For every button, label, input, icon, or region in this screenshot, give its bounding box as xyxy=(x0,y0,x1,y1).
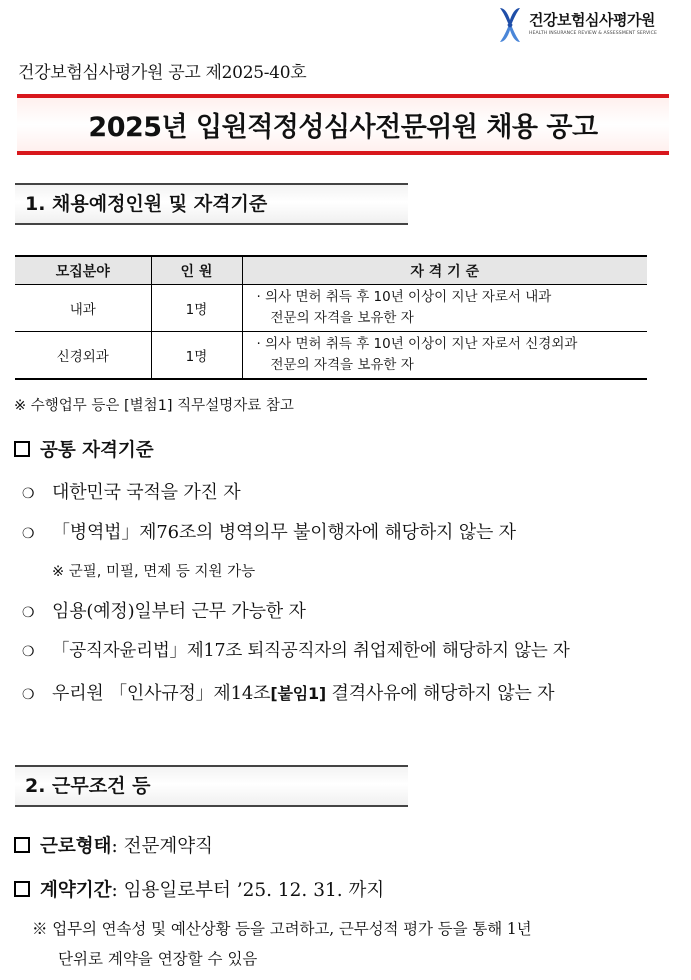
contract-note-line: ※ 업무의 연속성 및 예산상황 등을 고려하고, 근무성적 평가 등을 통해 1년 xyxy=(32,920,532,938)
work-type-value: : 전문계약직 xyxy=(111,836,213,857)
circle-bullet-icon: ❍ xyxy=(22,605,35,621)
circle-bullet-icon: ❍ xyxy=(22,644,35,660)
list-item-text: 임용(예정)일부터 근무 가능한 자 xyxy=(52,601,306,622)
circle-bullet-icon: ❍ xyxy=(22,526,35,542)
table-header-row xyxy=(15,256,647,285)
logo-subtitle: HEALTH INSURANCE REVIEW & ASSESSMENT SERVICE xyxy=(529,31,657,36)
column-header-field: 모집분야 xyxy=(15,256,151,285)
common-qualifications-heading xyxy=(14,436,154,462)
qualification-line: · 의사 면허 취득 후 10년 이상이 지난 자로서 내과 xyxy=(256,289,552,305)
cell-qualification xyxy=(242,332,647,380)
checkbox-square-icon xyxy=(14,881,30,897)
table-row xyxy=(15,285,647,332)
cell-count: 1명 xyxy=(151,332,242,380)
contract-period-line xyxy=(14,876,384,902)
cell-field: 내과 xyxy=(15,285,151,332)
table-row xyxy=(15,332,647,380)
work-type-line xyxy=(14,832,213,858)
list-item-text: 「공직자윤리법」제17조 퇴직공직자의 취업제한에 해당하지 않는 자 xyxy=(52,641,570,661)
list-item-text: 결격사유에 해당하지 않는 자 xyxy=(326,683,555,704)
notice-number: 건강보험심사평가원 공고 제2025-40호 xyxy=(18,63,307,83)
contract-note xyxy=(32,914,677,974)
organization-logo xyxy=(497,5,677,49)
page-title: 2025년 입원적정성심사전문위원 채용 공고 xyxy=(88,112,598,143)
list-item-text: 「병역법」제76조의 병역의무 불이행자에 해당하지 않는 자 xyxy=(52,522,516,543)
title-banner xyxy=(17,94,669,155)
work-type-label: 근로형태 xyxy=(40,836,112,857)
hira-logo-icon xyxy=(497,6,523,44)
list-item-note: ※ 군필, 미필, 면제 등 지원 가능 xyxy=(52,564,256,580)
column-header-count: 인 원 xyxy=(151,256,242,285)
list-item xyxy=(22,597,306,623)
list-item xyxy=(22,679,554,705)
cell-count: 1명 xyxy=(151,285,242,332)
cell-field: 신경외과 xyxy=(15,332,151,380)
section-heading-1: 1. 채용예정인원 및 자격기준 xyxy=(15,183,408,225)
list-item xyxy=(22,478,240,504)
heading-text: 공통 자격기준 xyxy=(40,440,154,461)
logo-name: 건강보험심사평가원 xyxy=(529,11,655,29)
section-heading-2: 2. 근무조건 등 xyxy=(15,765,408,807)
circle-bullet-icon: ❍ xyxy=(22,687,35,703)
list-item xyxy=(22,637,570,662)
circle-bullet-icon: ❍ xyxy=(22,486,35,502)
qualification-line: · 의사 면허 취득 후 10년 이상이 지난 자로서 신경외과 xyxy=(256,336,578,352)
contract-note-line: 단위로 계약을 연장할 수 있음 xyxy=(58,950,258,968)
recruitment-table xyxy=(15,255,647,380)
qualification-line: 전문의 자격을 보유한 자 xyxy=(270,357,414,373)
contract-period-label: 계약기간 xyxy=(40,880,112,901)
checkbox-square-icon xyxy=(14,837,30,853)
checkbox-square-icon xyxy=(14,441,30,457)
list-item-text: 대한민국 국적을 가진 자 xyxy=(52,482,241,503)
qualification-line: 전문의 자격을 보유한 자 xyxy=(270,310,414,326)
cell-qualification xyxy=(242,285,647,332)
contract-period-value: : 임용일로부터 ’25. 12. 31. 까지 xyxy=(111,880,385,901)
list-item-text: 우리원 「인사규정」제14조 xyxy=(52,683,271,704)
column-header-qualification: 자 격 기 준 xyxy=(242,256,647,285)
attachment-reference: [붙임1] xyxy=(270,684,326,703)
list-item xyxy=(22,518,516,544)
table-note: ※ 수행업무 등은 [별첨1] 직무설명자료 참고 xyxy=(14,398,294,414)
